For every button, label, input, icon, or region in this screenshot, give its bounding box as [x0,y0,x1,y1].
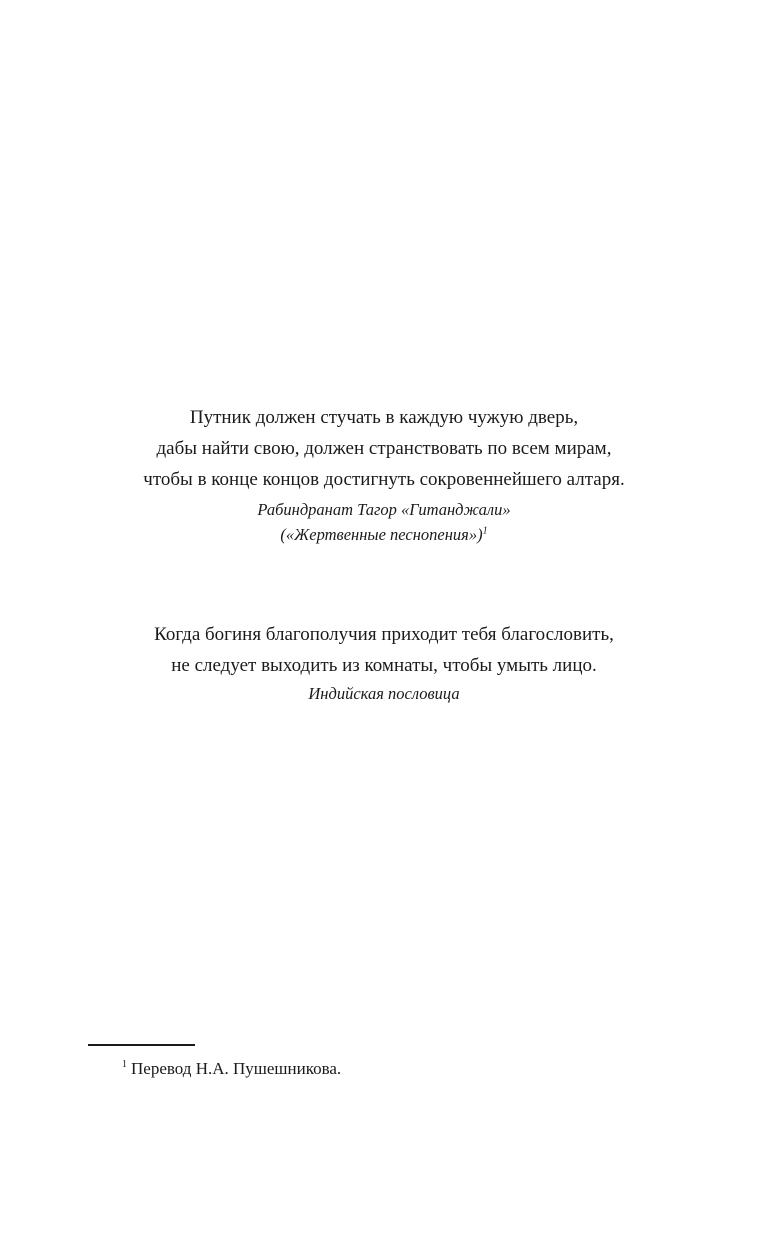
footnote-text: Перевод Н.А. Пушешникова. [131,1059,342,1078]
quote-attribution: Индийская пословица [308,684,460,703]
quote-line: Путник должен стучать в каждую чужую дверь, [189,407,579,428]
epigraph-tagore [0,402,768,547]
footnote-separator [88,1044,195,1046]
footnote-marker: 1 [122,1059,127,1071]
quote-line: чтобы в конце концов достигнуть сокровеннейшего алтаря. [143,469,625,490]
footnote [122,1057,341,1081]
quote-line: дабы найти свою, должен странствовать по всем мирам, [156,438,612,459]
quote-line: Когда богиня благополучия приходит тебя благословить, [154,624,614,645]
quote-attribution: Рабиндранат Тагор «Гитанджали» [257,500,511,519]
quote-attribution-subtitle [0,522,768,547]
attribution-subtitle-text: («Жертвенные песнопения») [280,525,483,544]
epigraph-proverb [0,619,768,706]
footnote-reference[interactable]: 1 [482,525,488,537]
quote-line: не следует выходить из комнаты, чтобы умыть лицо. [171,655,597,676]
